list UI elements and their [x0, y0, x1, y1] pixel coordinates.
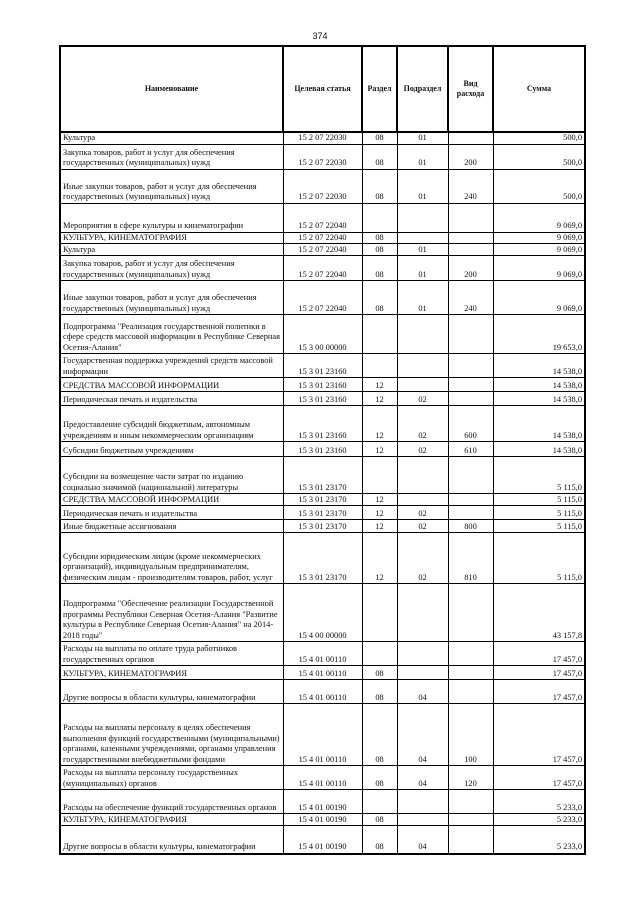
row-sum: 17 457,0 [493, 642, 585, 666]
row-subsection [397, 203, 448, 232]
row-target-article: 15 3 01 23170 [283, 494, 362, 506]
row-name: Культура [60, 244, 283, 256]
row-subsection: 04 [397, 826, 448, 854]
row-sum: 5 115,0 [493, 520, 585, 533]
row-subsection: 02 [397, 506, 448, 520]
table-row [60, 826, 585, 854]
header-subsection: Подраздел [397, 46, 448, 132]
row-section: 08 [362, 704, 397, 766]
row-target-article: 15 3 01 23160 [283, 378, 362, 392]
row-section: 12 [362, 378, 397, 392]
row-name: Другие вопросы в области культуры, кинематографии [60, 826, 283, 854]
row-subsection [397, 315, 448, 354]
row-sum: 17 457,0 [493, 704, 585, 766]
table-row [60, 132, 585, 144]
row-name: Субсидии бюджетным учреждениям [60, 442, 283, 457]
row-expense-type [448, 203, 493, 232]
row-name: КУЛЬТУРА, КИНЕМАТОГРАФИЯ [60, 666, 283, 680]
row-subsection: 01 [397, 244, 448, 256]
row-section: 12 [362, 442, 397, 457]
row-sum: 17 457,0 [493, 766, 585, 790]
row-sum: 14 538,0 [493, 406, 585, 442]
row-sum: 17 457,0 [493, 666, 585, 680]
row-target-article: 15 2 07 22030 [283, 144, 362, 169]
row-section [362, 790, 397, 814]
row-section [362, 642, 397, 666]
row-subsection [397, 457, 448, 494]
budget-table [59, 45, 586, 855]
row-subsection: 01 [397, 132, 448, 144]
page-number: 374 [312, 31, 328, 41]
row-target-article: 15 3 01 23160 [283, 392, 362, 406]
row-name: Подпрограмма "Обеспечение реализации Государственной программы Республики Северная Осетия-Алания "Развитие культуры в Республике Северная Осетия-Алания" на 2014-2018 годы" [60, 584, 283, 642]
row-expense-type [448, 666, 493, 680]
row-name: Закупка товаров, работ и услуг для обеспечения государственных (муниципальных) нужд [60, 256, 283, 281]
row-subsection: 04 [397, 680, 448, 704]
row-sum: 5 233,0 [493, 826, 585, 854]
row-target-article: 15 4 00 00000 [283, 584, 362, 642]
row-section: 12 [362, 533, 397, 584]
row-expense-type [448, 392, 493, 406]
row-sum: 5 233,0 [493, 814, 585, 826]
table-row [60, 169, 585, 203]
header-sum: Сумма [493, 46, 585, 132]
row-section [362, 203, 397, 232]
row-subsection [397, 232, 448, 244]
row-expense-type: 810 [448, 533, 493, 584]
row-target-article: 15 3 01 23170 [283, 520, 362, 533]
row-target-article: 15 4 01 00110 [283, 766, 362, 790]
row-subsection: 01 [397, 169, 448, 203]
row-sum: 19 653,0 [493, 315, 585, 354]
table-row [60, 704, 585, 766]
row-section: 08 [362, 281, 397, 315]
row-section: 08 [362, 666, 397, 680]
row-sum: 14 538,0 [493, 442, 585, 457]
row-expense-type: 240 [448, 169, 493, 203]
row-section: 08 [362, 814, 397, 826]
row-sum: 500,0 [493, 144, 585, 169]
row-subsection: 02 [397, 533, 448, 584]
table-row [60, 666, 585, 680]
row-name: Периодическая печать и издательства [60, 506, 283, 520]
row-section: 08 [362, 766, 397, 790]
row-target-article: 15 4 01 00110 [283, 666, 362, 680]
row-subsection: 04 [397, 766, 448, 790]
row-section: 08 [362, 680, 397, 704]
row-section: 08 [362, 144, 397, 169]
row-expense-type: 120 [448, 766, 493, 790]
row-expense-type [448, 244, 493, 256]
row-target-article: 15 3 01 23160 [283, 354, 362, 378]
row-expense-type [448, 378, 493, 392]
row-subsection [397, 790, 448, 814]
row-target-article: 15 3 01 23160 [283, 406, 362, 442]
table-header [60, 46, 585, 132]
table-row [60, 442, 585, 457]
table-row [60, 506, 585, 520]
row-name: КУЛЬТУРА, КИНЕМАТОГРАФИЯ [60, 232, 283, 244]
row-expense-type [448, 814, 493, 826]
row-expense-type: 200 [448, 144, 493, 169]
row-sum: 5 115,0 [493, 506, 585, 520]
table-row [60, 378, 585, 392]
row-sum: 5 115,0 [493, 533, 585, 584]
row-section: 08 [362, 132, 397, 144]
table-row [60, 520, 585, 533]
row-name: Государственная поддержка учреждений средств массовой информации [60, 354, 283, 378]
row-expense-type: 200 [448, 256, 493, 281]
table-row [60, 232, 585, 244]
row-expense-type [448, 826, 493, 854]
row-section: 08 [362, 232, 397, 244]
row-name: Субсидии юридическим лицам (кроме некоммерческих организаций), индивидуальным предпринимателям, физическим лицам - производителям товаров, работ, услуг [60, 533, 283, 584]
row-name: Иные закупки товаров, работ и услуг для обеспечения государственных (муниципальных) нужд [60, 281, 283, 315]
row-sum: 43 157,8 [493, 584, 585, 642]
row-section: 12 [362, 392, 397, 406]
row-target-article: 15 2 07 22030 [283, 169, 362, 203]
row-section: 08 [362, 169, 397, 203]
row-name: Расходы на выплаты персоналу в целях обеспечения выполнения функций государственными (муниципальными) органами, казенными учреждениями, органами управления государственными внебюджетными фондами [60, 704, 283, 766]
row-name: КУЛЬТУРА, КИНЕМАТОГРАФИЯ [60, 814, 283, 826]
row-name: Другие вопросы в области культуры, кинематографии [60, 680, 283, 704]
table-row [60, 457, 585, 494]
row-expense-type [448, 354, 493, 378]
row-expense-type [448, 315, 493, 354]
row-sum: 5 115,0 [493, 494, 585, 506]
table-row [60, 144, 585, 169]
table-row [60, 392, 585, 406]
row-target-article: 15 4 01 00190 [283, 790, 362, 814]
table-row [60, 281, 585, 315]
row-subsection [397, 642, 448, 666]
row-sum: 500,0 [493, 132, 585, 144]
row-expense-type [448, 506, 493, 520]
row-sum: 5 115,0 [493, 457, 585, 494]
row-sum: 9 069,0 [493, 244, 585, 256]
row-name: Расходы на выплаты персоналу государственных (муниципальных) органов [60, 766, 283, 790]
row-target-article: 15 3 01 23170 [283, 457, 362, 494]
row-name: Закупка товаров, работ и услуг для обеспечения государственных (муниципальных) нужд [60, 144, 283, 169]
row-expense-type: 240 [448, 281, 493, 315]
row-section [362, 315, 397, 354]
row-target-article: 15 4 01 00110 [283, 680, 362, 704]
row-name: Иные закупки товаров, работ и услуг для обеспечения государственных (муниципальных) нужд [60, 169, 283, 203]
row-name: Расходы на выплаты по оплате труда работников государственных органов [60, 642, 283, 666]
row-target-article: 15 2 07 22040 [283, 203, 362, 232]
row-section [362, 584, 397, 642]
row-section [362, 457, 397, 494]
row-expense-type: 610 [448, 442, 493, 457]
row-target-article: 15 2 07 22040 [283, 244, 362, 256]
header-target-article: Целевая статья [283, 46, 362, 132]
row-expense-type [448, 232, 493, 244]
table-row [60, 494, 585, 506]
header-name: Наименование [60, 46, 283, 132]
row-sum: 17 457,0 [493, 680, 585, 704]
row-section: 12 [362, 520, 397, 533]
header-section: Раздел [362, 46, 397, 132]
row-subsection: 01 [397, 281, 448, 315]
row-target-article: 15 3 01 23170 [283, 506, 362, 520]
row-name: Предоставление субсидий бюджетным, автономным учреждениям и иным некоммерческим организациям [60, 406, 283, 442]
row-target-article: 15 4 01 00110 [283, 642, 362, 666]
table-row [60, 256, 585, 281]
table-row [60, 315, 585, 354]
row-target-article: 15 2 07 22040 [283, 232, 362, 244]
header-expense-type: Вид расхода [448, 46, 493, 132]
row-subsection: 02 [397, 392, 448, 406]
table-row [60, 244, 585, 256]
row-target-article: 15 3 01 23170 [283, 533, 362, 584]
row-section: 08 [362, 826, 397, 854]
table-row [60, 766, 585, 790]
row-name: СРЕДСТВА МАССОВОЙ ИНФОРМАЦИИ [60, 494, 283, 506]
row-sum: 14 538,0 [493, 354, 585, 378]
row-subsection: 01 [397, 144, 448, 169]
row-subsection [397, 378, 448, 392]
row-sum: 9 069,0 [493, 281, 585, 315]
row-sum: 14 538,0 [493, 392, 585, 406]
row-expense-type [448, 790, 493, 814]
row-name: Иные бюджетные ассигнования [60, 520, 283, 533]
table-row [60, 203, 585, 232]
row-subsection [397, 584, 448, 642]
row-subsection [397, 494, 448, 506]
table-row [60, 814, 585, 826]
row-name: Периодическая печать и издательства [60, 392, 283, 406]
row-sum: 9 069,0 [493, 256, 585, 281]
row-sum: 9 069,0 [493, 203, 585, 232]
row-expense-type: 600 [448, 406, 493, 442]
row-expense-type [448, 494, 493, 506]
table-row [60, 406, 585, 442]
row-subsection: 02 [397, 520, 448, 533]
table-row [60, 533, 585, 584]
row-expense-type [448, 584, 493, 642]
row-subsection: 01 [397, 256, 448, 281]
row-sum: 500,0 [493, 169, 585, 203]
row-section: 12 [362, 406, 397, 442]
row-sum: 14 538,0 [493, 378, 585, 392]
row-target-article: 15 4 01 00110 [283, 704, 362, 766]
row-subsection [397, 666, 448, 680]
row-section: 12 [362, 494, 397, 506]
row-target-article: 15 4 01 00190 [283, 814, 362, 826]
table-row [60, 790, 585, 814]
row-section: 08 [362, 256, 397, 281]
row-expense-type [448, 132, 493, 144]
row-name: СРЕДСТВА МАССОВОЙ ИНФОРМАЦИИ [60, 378, 283, 392]
row-sum: 5 233,0 [493, 790, 585, 814]
row-expense-type: 800 [448, 520, 493, 533]
row-name: Культура [60, 132, 283, 144]
row-expense-type [448, 642, 493, 666]
row-subsection [397, 354, 448, 378]
row-subsection: 02 [397, 406, 448, 442]
row-expense-type: 100 [448, 704, 493, 766]
row-target-article: 15 2 07 22030 [283, 132, 362, 144]
row-target-article: 15 3 00 00000 [283, 315, 362, 354]
row-sum: 9 069,0 [493, 232, 585, 244]
row-target-article: 15 2 07 22040 [283, 281, 362, 315]
row-target-article: 15 2 07 22040 [283, 256, 362, 281]
row-expense-type [448, 457, 493, 494]
row-section: 08 [362, 244, 397, 256]
row-target-article: 15 3 01 23160 [283, 442, 362, 457]
row-subsection [397, 814, 448, 826]
table-row [60, 680, 585, 704]
row-target-article: 15 4 01 00190 [283, 826, 362, 854]
row-name: Мероприятия в сфере культуры и кинематографии [60, 203, 283, 232]
table-row [60, 354, 585, 378]
row-subsection: 02 [397, 442, 448, 457]
row-name: Подпрограмма "Реализация государственной политики в сфере средств массовой информации в Республике Северная Осетия-Алания" [60, 315, 283, 354]
row-subsection: 04 [397, 704, 448, 766]
row-expense-type [448, 680, 493, 704]
row-section: 12 [362, 506, 397, 520]
row-name: Субсидии на возмещение части затрат по изданию социально значимой (национальной) литературы [60, 457, 283, 494]
row-name: Расходы на обеспечение функций государственных органов [60, 790, 283, 814]
row-section [362, 354, 397, 378]
table-row [60, 642, 585, 666]
table-row [60, 584, 585, 642]
